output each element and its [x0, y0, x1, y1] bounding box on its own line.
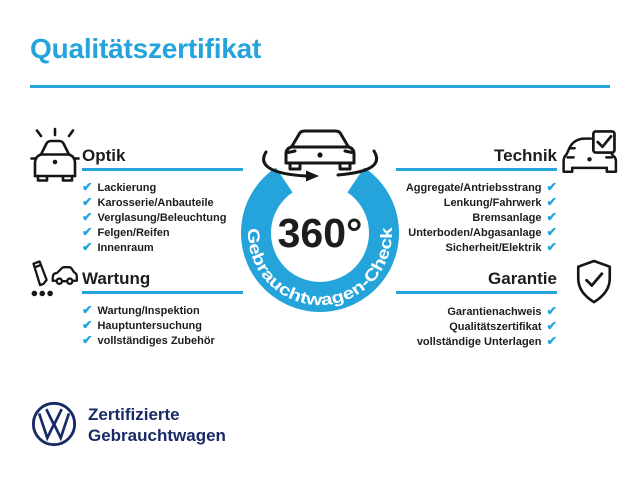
section-heading-garantie: Garantie: [488, 269, 557, 288]
badge-degrees: 360°: [277, 210, 363, 256]
check-icon: ✔: [546, 225, 557, 240]
check-icon: ✔: [546, 334, 557, 349]
brand-wordmark: [88, 404, 226, 446]
check-item: [449, 319, 557, 334]
check-item: [82, 180, 226, 195]
shield-check-icon: [573, 257, 615, 307]
check-item: [417, 334, 557, 349]
check-icon: ✔: [546, 319, 557, 334]
check-icon: ✔: [82, 240, 93, 255]
car-front-shine-icon: [28, 127, 82, 183]
check-icon: ✔: [82, 195, 93, 210]
check-item: [447, 304, 557, 319]
check-item-label: Verglasung/Beleuchtung: [97, 211, 227, 224]
check-item: [446, 240, 557, 255]
check-item: [408, 225, 557, 240]
check-item: [472, 210, 557, 225]
section-heading-technik: Technik: [494, 146, 557, 165]
garantie-checklist: [397, 304, 557, 349]
check-icon: ✔: [546, 240, 557, 255]
check-item: [82, 303, 215, 318]
title-divider: [30, 85, 610, 88]
check-icon: ✔: [546, 304, 557, 319]
technik-divider: [396, 168, 557, 171]
rotate-arrowhead: [306, 171, 319, 182]
check-item-label: vollständiges Zubehör: [97, 334, 215, 347]
optik-divider: [82, 168, 243, 171]
check-item: [406, 180, 557, 195]
check-item: [82, 225, 226, 240]
check-icon: ✔: [82, 225, 93, 240]
wartung-divider: [82, 291, 243, 294]
check-item-label: Karosserie/Anbauteile: [97, 196, 214, 209]
check-icon: ✔: [82, 303, 93, 318]
badge-ring-label: Gebrauchtwagen-Check: [243, 227, 397, 310]
check-item-label: Hauptuntersuchung: [97, 319, 202, 332]
check-item: [82, 210, 226, 225]
page-title: Qualitätszertifikat: [30, 33, 262, 64]
car-checkbox-icon: [562, 130, 618, 178]
check-icon: ✔: [546, 210, 557, 225]
check-item: [82, 333, 215, 348]
check-item-label: Wartung/Inspektion: [97, 304, 200, 317]
technik-checklist: [397, 180, 557, 255]
check-item: [82, 318, 215, 333]
check-icon: ✔: [82, 210, 93, 225]
badge-360-check: [220, 118, 420, 318]
check-item-label: Bremsanlage: [472, 211, 542, 224]
check-item-label: Lackierung: [97, 181, 157, 194]
check-icon: ✔: [546, 180, 557, 195]
check-item: [82, 195, 226, 210]
check-item-label: Aggregate/Antriebsstrang: [405, 181, 542, 194]
check-item-label: Unterboden/Abgasanlage: [408, 226, 542, 239]
check-icon: ✔: [82, 333, 93, 348]
check-item-label: vollständige Unterlagen: [416, 335, 542, 348]
service-checklist-icon: [23, 259, 79, 299]
section-heading-wartung: Wartung: [82, 269, 151, 288]
check-item-label: Felgen/Reifen: [97, 226, 170, 239]
wartung-checklist: [82, 303, 215, 348]
check-item: [82, 240, 226, 255]
vw-logo: [30, 400, 78, 448]
check-item: [444, 195, 557, 210]
optik-checklist: [82, 180, 226, 255]
check-icon: ✔: [546, 195, 557, 210]
garantie-divider: [396, 291, 557, 294]
brand-line-1: Zertifizierte: [88, 405, 180, 424]
check-item-label: Sicherheit/Elektrik: [445, 241, 542, 254]
check-item-label: Innenraum: [97, 241, 154, 254]
check-icon: ✔: [82, 318, 93, 333]
check-icon: ✔: [82, 180, 93, 195]
brand-line-2: Gebrauchtwagen: [88, 426, 226, 445]
section-heading-optik: Optik: [82, 146, 126, 165]
check-item-label: Qualitätszertifikat: [449, 320, 542, 333]
check-item-label: Garantienachweis: [447, 305, 542, 318]
check-item-label: Lenkung/Fahrwerk: [443, 196, 542, 209]
